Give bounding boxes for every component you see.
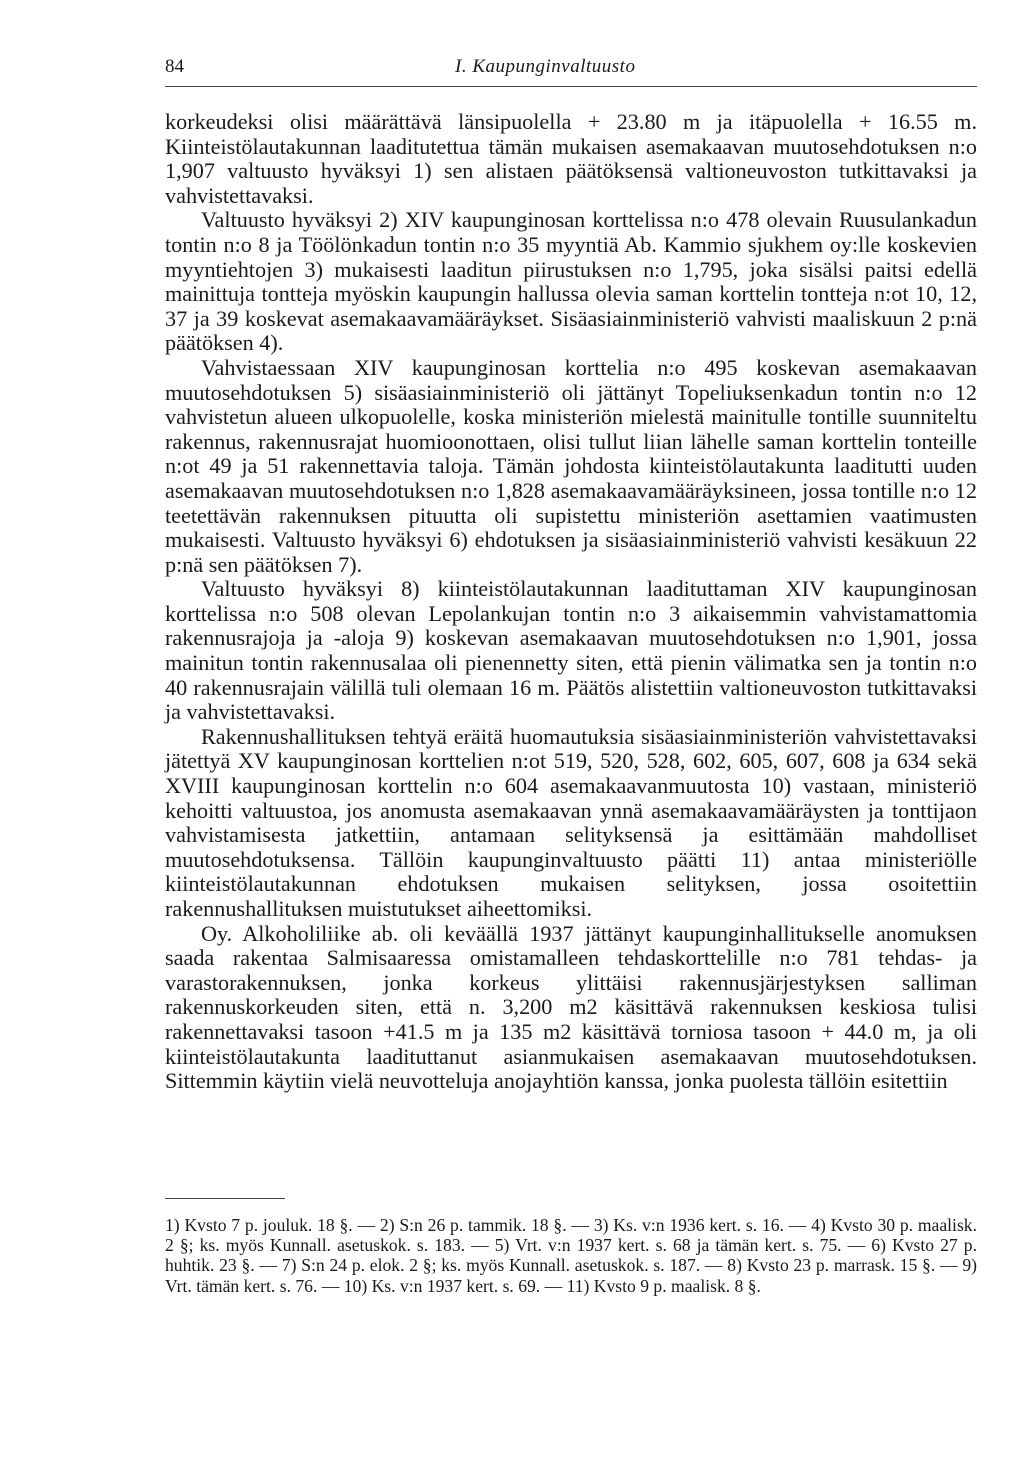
footnotes bbox=[165, 1215, 977, 1296]
footnote-text: 1) Kvsto 7 p. jouluk. 18 §. — 2) S:n 26 p. tammik. 18 §. — 3) Ks. v:n 1936 kert. s. 16. — 4) Kvsto 30 p. maalisk. 2 §; ks. myös Kunnall. asetuskok. s. 183. — 5) Vrt. v:n 1937 kert. s. 68 ja tämän kert. s. 75. — 6) Kvsto 27 p. huhtik. 23 §. — 7) S:n 24 p. elok. 2 §; ks. myös Kunnall. asetuskok. s. 187. — 8) Kvsto 23 p. marrask. 15 §. — 9) Vrt. tämän kert. s. 76. — 10) Ks. v:n 1937 kert. s. 69. — 11) Kvsto 9 p. maalisk. 8 §. bbox=[165, 1215, 977, 1296]
page-header bbox=[165, 56, 977, 87]
paragraph: Vahvistaessaan XIV kaupunginosan korttelia n:o 495 koskevan asemakaavan muutosehdotuksen 5) sisäasiainministeriö oli jättänyt Topeliuksenkadun tontin n:o 12 vahvistetun alueen ulkopuolelle, koska ministeriön mielestä mainitulle tontille suunniteltu rakennus, rakennusrajat huomioonottaen, olisi tullut liian lähelle saman korttelin tonteille n:ot 49 ja 51 rakennettavia taloja. Tämän johdosta kiinteistölautakunta laaditutti uuden asemakaavan muutosehdotuksen n:o 1,828 asemakaavamääräyksineen, jossa tontille n:o 12 teetettävän rakennuksen pituutta oli supistettu ministeriön asettamien vaatimusten mukaisesti. Valtuusto hyväksyi 6) ehdotuksen ja sisäasiainministeriö vahvisti kesäkuun 22 p:nä sen päätöksen 7). bbox=[165, 354, 977, 577]
paragraph: Valtuusto hyväksyi 8) kiinteistölautakunnan laadituttaman XIV kaupunginosan korttelissa n:o 508 olevan Lepolankujan tontin n:o 3 aikaisemmin vahvistamattomia rakennusrajoja ja -aloja 9) koskevan asemakaavan muutosehdotuksen n:o 1,901, jossa mainitun tontin rakennusalaa oli pienennetty siten, että pienin välimatka sen ja tontin n:o 40 rakennusrajain välillä tuli olemaan 16 m. Päätös alistettiin valtioneuvoston tutkittavaksi ja vahvistettavaksi. bbox=[165, 576, 977, 725]
footnote-divider bbox=[165, 1198, 285, 1199]
page-number: 84 bbox=[165, 56, 184, 77]
paragraph: Rakennushallituksen tehtyä eräitä huomautuksia sisäasiainministeriön vahvistettavaksi jätettyä XV kaupunginosan korttelien n:ot 519, 520, 528, 602, 605, 607, 608 ja 634 sekä XVIII kaupunginosan korttelin n:o 604 asemakaavanmuutosta 10) vastaan, ministeriö kehoitti valtuustoa, jos anomusta asemakaavan ynnä asemakaavamääräysten ja tonttijaon vahvistamisesta jatkettiin, antamaan selityksensä ja esittämään mahdolliset muutosehdotuksensa. Tällöin kaupunginvaltuusto päätti 11) antaa ministeriölle kiinteistölautakunnan ehdotuksen mukaisen selityksen, jossa osoitettiin rakennushallituksen muistutukset aiheettomiksi. bbox=[165, 723, 977, 921]
paragraph: Valtuusto hyväksyi 2) XIV kaupunginosan korttelissa n:o 478 olevain Ruusulankadun tontin n:o 8 ja Töölönkadun tontin n:o 35 myyntiä Ab. Kammio sjukhem oy:lle koskevien myyntiehtojen 3) mukaisesti laaditun piirustuksen n:o 1,795, joka sisälsi paitsi edellä mainittuja tontteja myöskin kaupungin hallussa olevia saman korttelin tontteja n:ot 10, 12, 37 ja 39 koskevat asemakaavamääräykset. Sisäasiainministeriö vahvisti maaliskuun 2 p:nä päätöksen 4). bbox=[165, 207, 977, 356]
body-text bbox=[165, 110, 977, 1094]
paragraph: Oy. Alkoholiliike ab. oli keväällä 1937 jättänyt kaupunginhallitukselle anomuksen saada rakentaa Salmisaaressa omistamalleen tehdaskorttelille n:o 781 tehdas- ja varastorakennuksen, jonka korkeus ylittäisi rakennusjärjestyksen salliman rakennuskorkeuden siten, että n. 3,200 m2 käsittävä rakennuksen keskiosa tulisi rakennettavaksi tasoon +41.5 m ja 135 m2 käsittävä torniosa tasoon + 44.0 m, ja oli kiinteistölautakunta laadituttanut asianmukaisen asemakaavan muutosehdotuksen. Sittemmin käytiin vielä neuvotteluja anojayhtiön kanssa, jonka puolesta tällöin esitettiin bbox=[165, 920, 977, 1094]
paragraph: korkeudeksi olisi määrättävä länsipuolella + 23.80 m ja itäpuolella + 16.55 m. Kiinteistölautakunnan laaditutettua tämän mukaisen asemakaavan muutosehdotuksen n:o 1,907 valtuusto hyväksyi 1) sen alistaen päätöksensä valtioneuvoston tutkittavaksi ja vahvistettavaksi. bbox=[165, 109, 977, 208]
running-title: I. Kaupunginvaltuusto bbox=[455, 56, 636, 77]
